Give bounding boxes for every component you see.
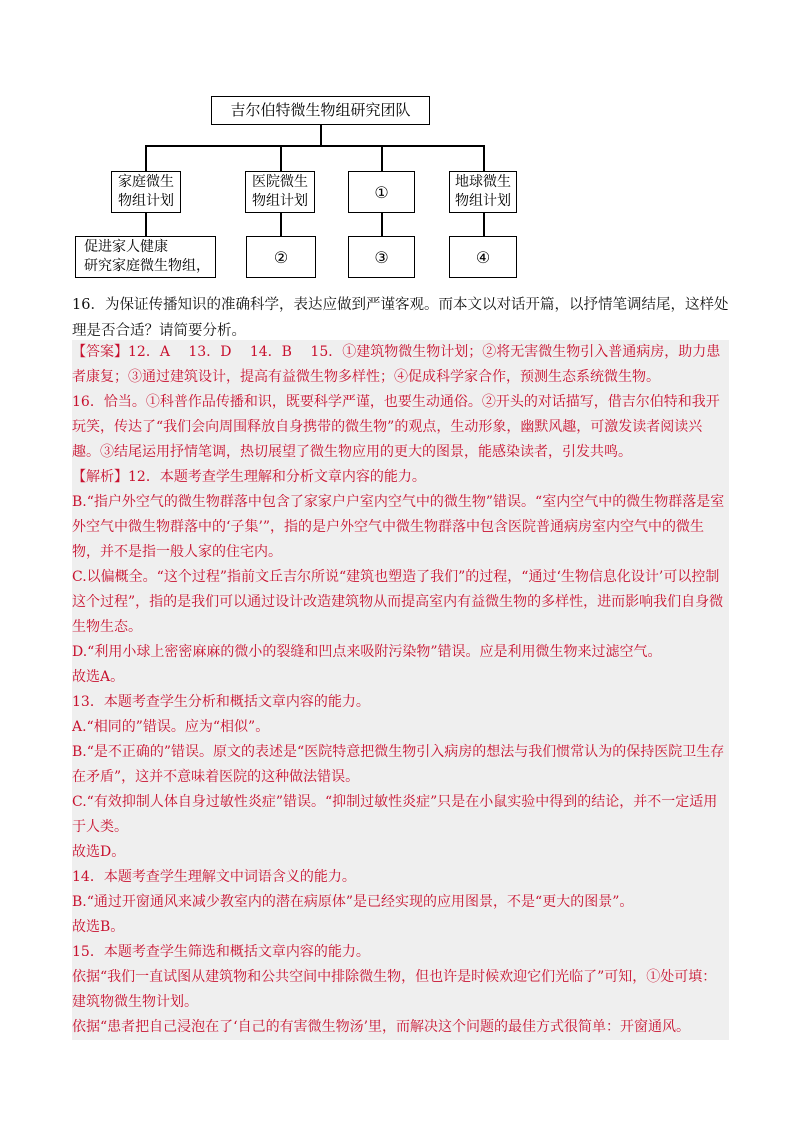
analysis-line: A.“相同的”错误。应为“相似”。 bbox=[72, 719, 270, 735]
connector bbox=[320, 125, 322, 145]
analysis-line: 故选B。 bbox=[72, 919, 125, 935]
connector bbox=[381, 212, 383, 236]
connector bbox=[280, 145, 282, 172]
connector bbox=[280, 212, 282, 236]
analysis-line: 故选D。 bbox=[72, 844, 126, 860]
result-box-4: ④ bbox=[449, 236, 517, 278]
connector bbox=[145, 212, 147, 236]
analysis-line: B.“指户外空气的微生物群落中包含了家家户户室内空气中的微生物”错误。“室内空气中的微生物群落是室外空气中微生物群落中的‘子集’”，指的是户外空气中微生物群落中包含医院普通病房室内空气中的微生物，并不是指一般人家的住宅内。 bbox=[72, 494, 725, 560]
branch-box-hospital: 医院微生 物组计划 bbox=[245, 171, 315, 213]
answer-line: 16．恰当。①科普作品传播和识，既要科学严谨，也要生动通俗。②开头的对话描写，借吉尔伯特和我开玩笑，传达了“我们会向周围释放自身携带的微生物”的观点，生动形象，幽默风趣，可激发读者阅读兴趣。③结尾运用抒情笔调，热切展望了微生物应用的更大的图景，能感染读者，引发共鸣。 bbox=[72, 394, 720, 460]
analysis-line: B.“通过开窗通风来减少教室内的潜在病原体”是已经实现的应用图景，不是“更大的图景”。 bbox=[72, 894, 634, 910]
connector bbox=[483, 212, 485, 236]
connector bbox=[145, 145, 147, 172]
connector bbox=[145, 145, 484, 147]
connector bbox=[483, 145, 485, 172]
analysis-line: 故选A。 bbox=[72, 669, 125, 685]
analysis-line: C.“有效抑制人体自身过敏性炎症”错误。“抑制过敏性炎症”只是在小鼠实验中得到的结论，并不一定适用于人类。 bbox=[72, 794, 718, 835]
question-16: 16．为保证传播知识的准确科学，表达应做到严谨客观。而本文以对话开篇，以抒情笔调结尾，这样处理是否合适？请简要分析。 bbox=[72, 297, 729, 339]
branch-box-blank-1: ① bbox=[348, 171, 415, 213]
branch-box-earth: 地球微生 物组计划 bbox=[449, 171, 517, 213]
analysis-line: 依据“我们一直试图从建筑物和公共空间中排除微生物，但也许是时候欢迎它们光临了”可知，①处可填：建筑物微生物计划。 bbox=[72, 969, 717, 1010]
org-chart bbox=[0, 0, 800, 290]
analysis-line: 13．本题考查学生分析和概括文章内容的能力。 bbox=[72, 694, 370, 710]
answer-line: 【答案】12．A 13．D 14．B 15．①建筑物微生物计划；②将无害微生物引入普通病房，助力患者康复；③通过建筑设计，提高有益微生物多样性；④促成科学家合作，预测生态系统微生物。 bbox=[72, 344, 721, 385]
result-box-3: ③ bbox=[348, 236, 415, 278]
chart-root-box: 吉尔伯特微生物组研究团队 bbox=[211, 96, 430, 125]
result-box-home: 促进家人健康 研究家庭微生物组， bbox=[75, 236, 216, 278]
analysis-line: 15．本题考查学生筛选和概括文章内容的能力。 bbox=[72, 944, 370, 960]
analysis-line: C.以偏概全。“这个过程”指前文丘吉尔所说“建筑也塑造了我们”的过程，“通过‘生物信息化设计’可以控制这个过程”，指的是我们可以通过设计改造建筑物从而提高室内有益微生物的多样性，进而影响我们自身微生物生态。 bbox=[72, 569, 724, 635]
connector bbox=[381, 145, 383, 172]
analysis-line: D.“利用小球上密密麻麻的微小的裂缝和凹点来吸附污染物”错误。应是利用微生物来过滤空气。 bbox=[72, 644, 662, 660]
answer-section bbox=[72, 340, 729, 1040]
analysis-line: B.“是不正确的”错误。原文的表述是“医院特意把微生物引入病房的想法与我们惯常认为的保持医院卫生存在矛盾”，这并不意味着医院的这种做法错误。 bbox=[72, 744, 725, 785]
analysis-line: 依据“患者把自己浸泡在了‘自己的有害微生物汤’里，而解决这个问题的最佳方式很简单：开窗通风。 bbox=[72, 1019, 691, 1035]
result-box-2: ② bbox=[246, 236, 316, 278]
analysis-heading: 【解析】12．本题考查学生理解和分析文章内容的能力。 bbox=[72, 469, 426, 485]
analysis-line: 14．本题考查学生理解文中词语含义的能力。 bbox=[72, 869, 356, 885]
branch-box-home: 家庭微生 物组计划 bbox=[111, 171, 181, 213]
